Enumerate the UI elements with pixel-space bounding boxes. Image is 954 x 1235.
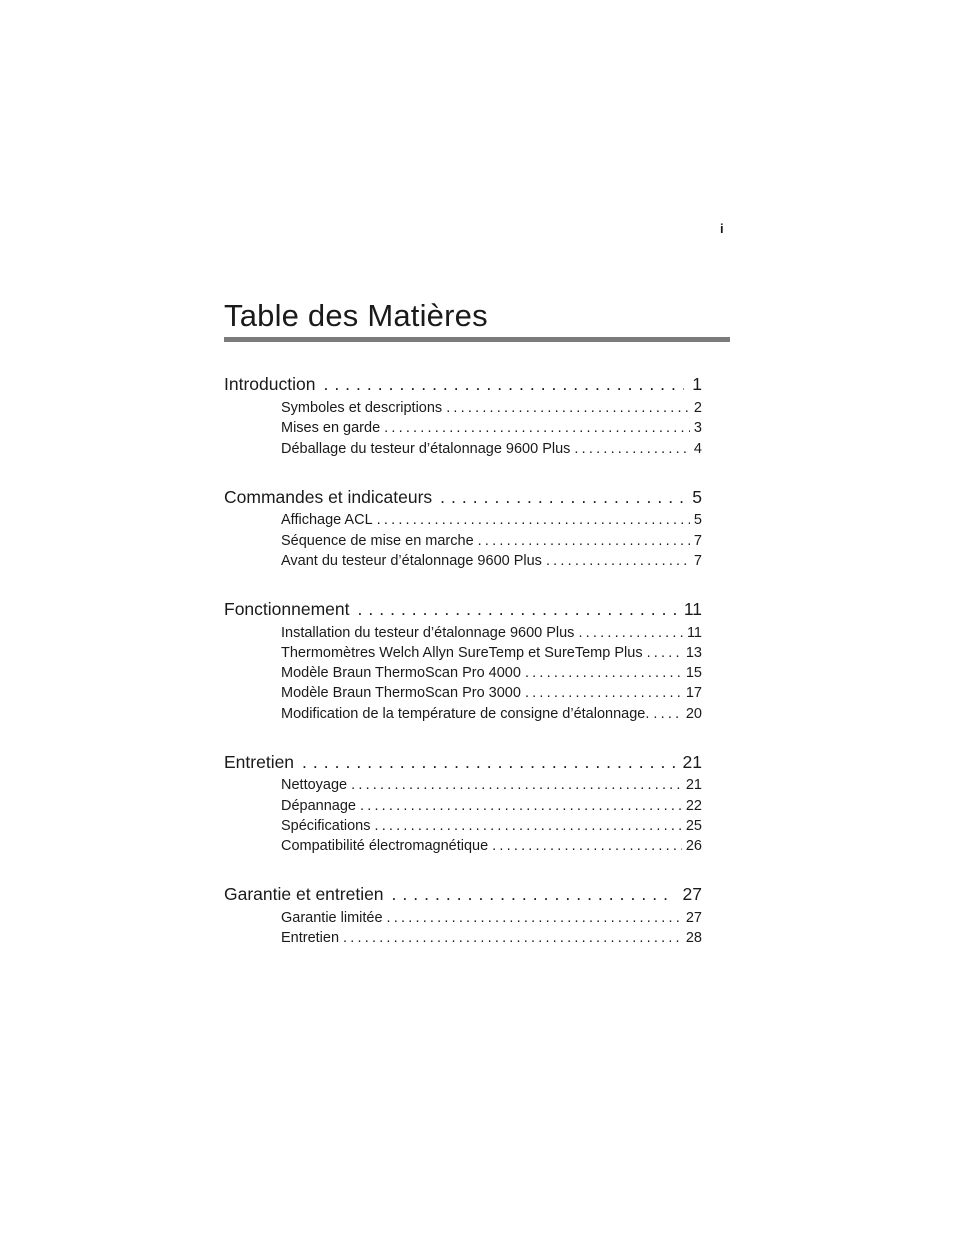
toc-item-label: Avant du testeur d’étalonnage 9600 Plus (281, 553, 542, 569)
leader-dots (302, 752, 674, 773)
toc-section-fonctionnement[interactable] (224, 599, 702, 623)
toc-page-number: 5 (692, 487, 702, 507)
leader-dots (647, 645, 682, 661)
leader-dots (384, 420, 690, 436)
toc-item[interactable] (281, 400, 702, 420)
leader-dots (574, 441, 690, 457)
toc-section-entretien[interactable] (224, 752, 702, 776)
toc-item-label: Séquence de mise en marche (281, 533, 474, 549)
leader-dots (392, 884, 675, 905)
toc-page-number: 22 (685, 798, 702, 814)
toc-item[interactable] (281, 685, 702, 705)
toc-page-number: 15 (685, 665, 702, 681)
toc-page-number: 11 (686, 625, 702, 641)
toc-item[interactable] (281, 777, 702, 797)
leader-dots (323, 374, 684, 395)
toc-page-number: 2 (693, 400, 702, 416)
page-number: i (720, 221, 724, 236)
toc-item-label: Modèle Braun ThermoScan Pro 3000 (281, 685, 521, 701)
toc-page-number: 3 (693, 420, 702, 436)
toc-page-number: 21 (682, 752, 702, 772)
toc-item[interactable] (281, 838, 702, 858)
toc-page-number: 7 (693, 533, 702, 549)
toc-item-label: Spécifications (281, 818, 371, 834)
toc-item[interactable] (281, 706, 702, 726)
leader-dots (351, 777, 682, 793)
toc-section-label: Entretien (224, 752, 295, 772)
toc-section-label: Introduction (224, 374, 316, 394)
leader-dots (478, 533, 690, 549)
toc-page-number: 21 (685, 777, 702, 793)
toc-page-number: 27 (682, 884, 702, 904)
toc-item-label: Installation du testeur d’étalonnage 9600 Plus (281, 625, 575, 641)
leader-dots (653, 706, 681, 722)
toc-item-label: Modèle Braun ThermoScan Pro 4000 (281, 665, 521, 681)
leader-dots (360, 798, 682, 814)
toc-item[interactable] (281, 553, 702, 573)
leader-dots (358, 599, 676, 620)
toc-item[interactable] (281, 625, 702, 645)
toc-item-label: Thermomètres Welch Allyn SureTemp et SureTemp Plus (281, 645, 643, 661)
toc-item[interactable] (281, 798, 702, 818)
toc-item[interactable] (281, 645, 702, 665)
toc-page-number: 4 (693, 441, 702, 457)
leader-dots (440, 487, 684, 508)
toc-item[interactable] (281, 512, 702, 532)
toc-item-label: Garantie limitée (281, 910, 383, 926)
toc-item[interactable] (281, 818, 702, 838)
toc-item[interactable] (281, 533, 702, 553)
toc-item[interactable] (281, 665, 702, 685)
toc-page-number: 25 (685, 818, 702, 834)
toc-page-number: 1 (692, 374, 702, 394)
toc-page-number: 7 (693, 553, 702, 569)
toc-item-label: Entretien (281, 930, 340, 946)
title-rule (224, 337, 730, 342)
toc-section-commandes[interactable] (224, 487, 702, 511)
toc-item-label: Compatibilité électromagnétique (281, 838, 489, 854)
leader-dots (546, 553, 690, 569)
toc-item-label: Symboles et descriptions (281, 400, 443, 416)
toc-page-number: 20 (685, 706, 702, 722)
leader-dots (578, 625, 683, 641)
leader-dots (492, 838, 682, 854)
toc-section-introduction[interactable] (224, 374, 702, 398)
toc-page-number: 17 (685, 685, 702, 701)
toc-item-label: Dépannage (281, 798, 356, 814)
toc-section-label: Fonctionnement (224, 599, 350, 619)
toc-item[interactable] (281, 441, 702, 461)
leader-dots (387, 910, 682, 926)
leader-dots (525, 685, 682, 701)
page-title: Table des Matières (224, 298, 488, 333)
toc-item-label: Modification de la température de consigne d’étalonnage. (281, 706, 650, 722)
toc-section-label: Commandes et indicateurs (224, 487, 433, 507)
toc-section-label: Garantie et entretien (224, 884, 384, 904)
toc-item-label: Déballage du testeur d’étalonnage 9600 Plus (281, 441, 571, 457)
toc-page-number: 13 (685, 645, 702, 661)
leader-dots (525, 665, 682, 681)
leader-dots (343, 930, 682, 946)
toc-section-garantie[interactable] (224, 884, 702, 908)
leader-dots (377, 512, 690, 528)
leader-dots (374, 818, 681, 834)
toc-page-number: 28 (685, 930, 702, 946)
toc-page-number: 5 (693, 512, 702, 528)
toc-item-label: Nettoyage (281, 777, 348, 793)
leader-dots (446, 400, 690, 416)
toc-page-number: 27 (685, 910, 702, 926)
toc-item[interactable] (281, 930, 702, 950)
toc-item-label: Affichage ACL (281, 512, 373, 528)
toc-item[interactable] (281, 910, 702, 930)
toc-item[interactable] (281, 420, 702, 440)
toc-item-label: Mises en garde (281, 420, 381, 436)
toc-page-number: 26 (685, 838, 702, 854)
toc-page-number: 11 (683, 599, 702, 619)
